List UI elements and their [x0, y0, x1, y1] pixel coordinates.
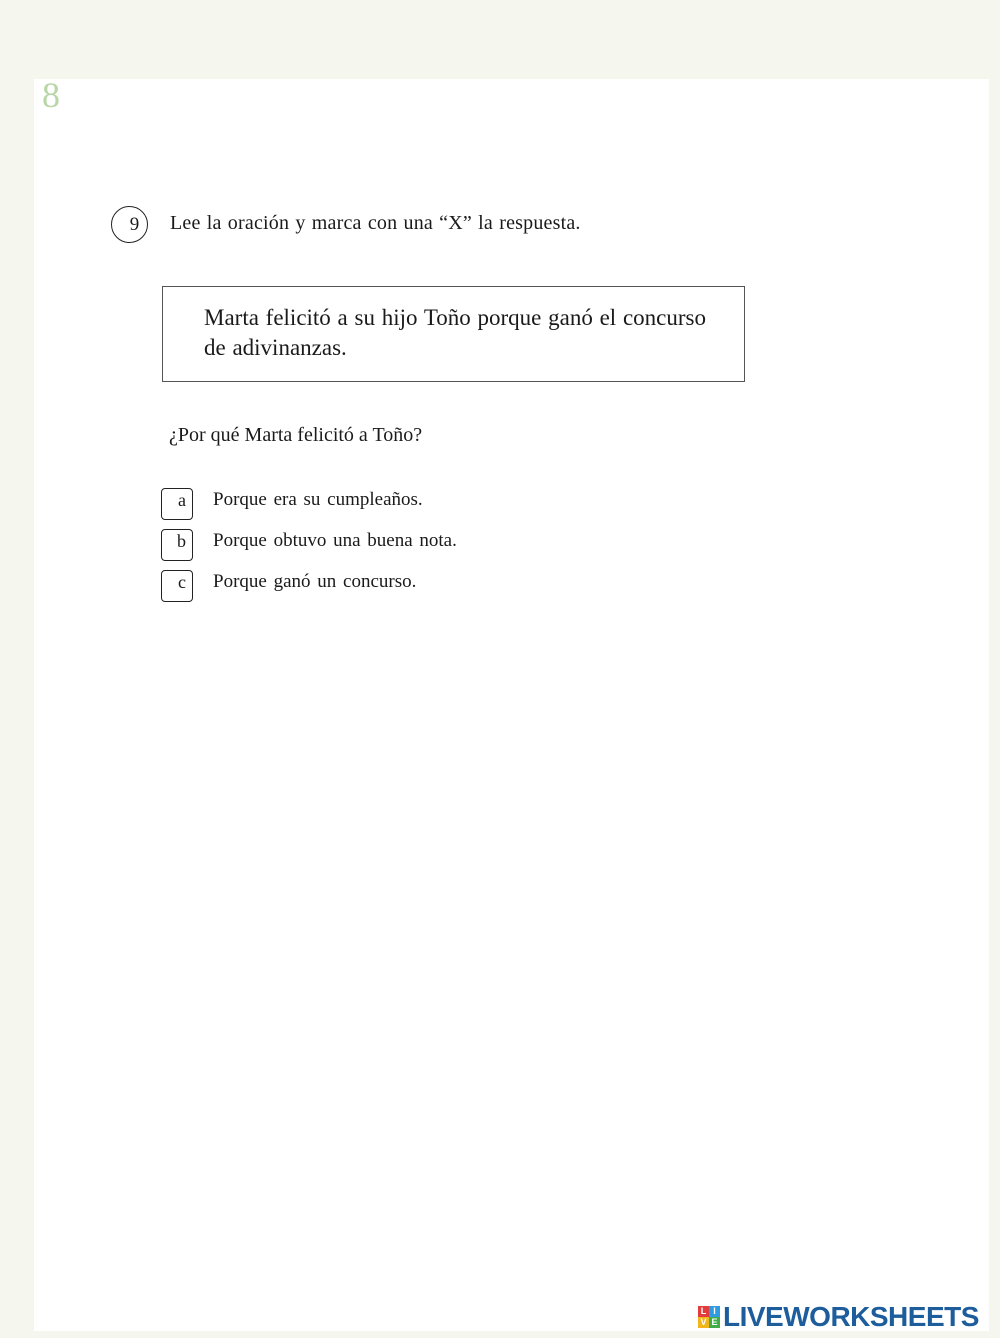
option-a-label: Porque era su cumpleaños. — [213, 489, 423, 510]
option-c[interactable] — [161, 570, 561, 602]
page-number: 8 — [42, 75, 60, 115]
option-b[interactable] — [161, 529, 561, 561]
liveworksheets-logo[interactable] — [698, 1302, 979, 1332]
reading-box — [162, 286, 745, 382]
option-a[interactable] — [161, 488, 561, 520]
exercise-instruction: Lee la oración y marca con una “X” la respuesta. — [170, 212, 581, 234]
reading-text: Marta felicitó a su hijo Toño porque ganó el concurso de adivinanzas. — [204, 305, 706, 360]
option-b-checkbox[interactable]: b — [161, 529, 193, 561]
option-c-label: Porque ganó un concurso. — [213, 571, 417, 592]
question-text: ¿Por qué Marta felicitó a Toño? — [169, 424, 423, 446]
option-a-checkbox[interactable]: a — [161, 488, 193, 520]
logo-text: LIVEWORKSHEETS — [723, 1301, 979, 1332]
option-c-checkbox[interactable]: c — [161, 570, 193, 602]
exercise-number-circle: 9 — [111, 206, 148, 243]
worksheet-page — [34, 79, 989, 1331]
logo-mark-icon: L I V E — [698, 1306, 720, 1328]
option-b-label: Porque obtuvo una buena nota. — [213, 530, 457, 551]
